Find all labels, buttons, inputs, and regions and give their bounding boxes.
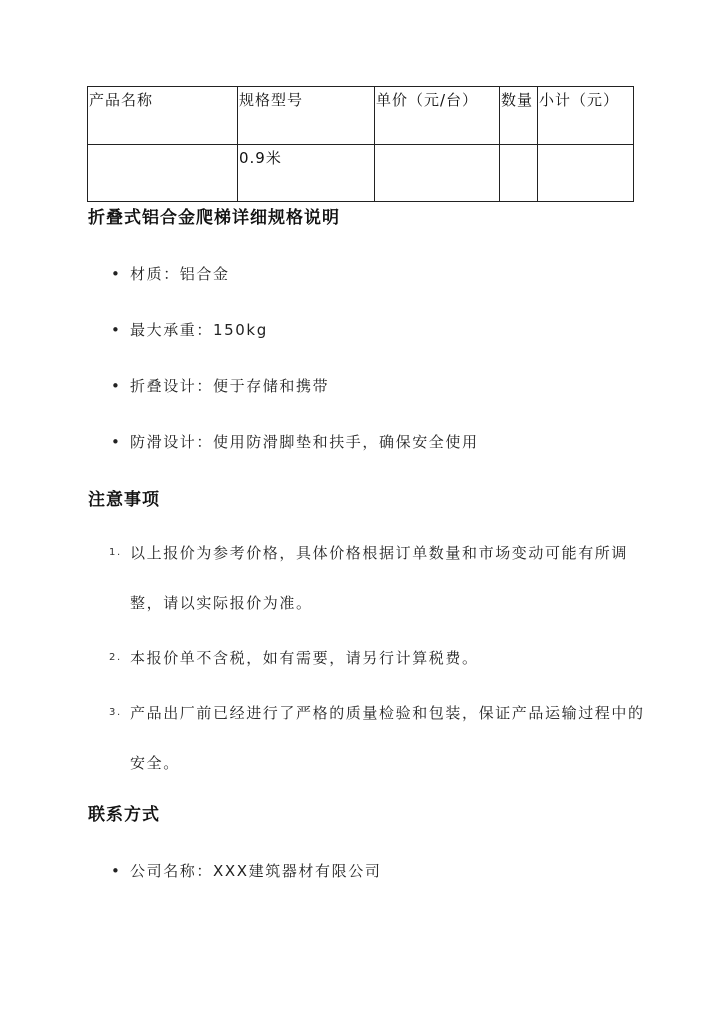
- quote-table: [87, 86, 634, 202]
- notes-section-title: 注意事项: [88, 490, 160, 510]
- note-item-text: 本报价单不含税，如有需要，请另行计算税费。: [130, 649, 479, 667]
- table-header-row: [88, 87, 634, 145]
- cell-spec-model: 0.9米: [238, 145, 375, 202]
- note-item-text: 产品出厂前已经进行了严格的质量检验和包装，保证产品运输过程中的安全。: [130, 704, 645, 772]
- bullet-icon: •: [111, 862, 122, 880]
- spec-section-title: 折叠式铝合金爬梯详细规格说明: [88, 208, 340, 228]
- cell-quantity: [500, 145, 538, 202]
- bullet-icon: •: [111, 321, 122, 339]
- list-item: [0, 376, 650, 432]
- list-item: [0, 861, 650, 917]
- cell-subtotal: [538, 145, 634, 202]
- list-number: 2.: [109, 652, 122, 663]
- header-quantity: 数量: [500, 87, 538, 145]
- note-item-text: 以上报价为参考价格，具体价格根据订单数量和市场变动可能有所调整，请以实际报价为准。: [130, 544, 629, 612]
- contact-list: [0, 861, 650, 917]
- bullet-icon: •: [111, 265, 122, 283]
- cell-product-name: [88, 145, 238, 202]
- bullet-icon: •: [111, 377, 122, 395]
- list-item: [0, 432, 650, 488]
- list-number: 1.: [109, 547, 122, 558]
- spec-item-text: 折叠设计：便于存储和携带: [130, 377, 330, 395]
- table-row: [88, 145, 634, 202]
- list-item: [0, 528, 650, 628]
- header-product-name: 产品名称: [88, 87, 238, 145]
- header-subtotal: 小计（元）: [538, 87, 634, 145]
- bullet-icon: •: [111, 433, 122, 451]
- list-item: [0, 320, 650, 376]
- list-item: [0, 633, 650, 683]
- spec-item-text: 最大承重：150kg: [130, 321, 268, 339]
- list-number: 3.: [109, 707, 122, 718]
- header-spec-model: 规格型号: [238, 87, 375, 145]
- contact-section-title: 联系方式: [88, 805, 160, 825]
- list-item: [0, 264, 650, 320]
- list-item: [0, 688, 650, 788]
- spec-list: [0, 264, 650, 488]
- spec-item-text: 材质：铝合金: [130, 265, 230, 283]
- cell-unit-price: [375, 145, 500, 202]
- header-unit-price: 单价（元/台）: [375, 87, 500, 145]
- contact-item-text: 公司名称：XXX建筑器材有限公司: [130, 862, 382, 880]
- spec-item-text: 防滑设计：使用防滑脚垫和扶手，确保安全使用: [130, 433, 479, 451]
- notes-list: [0, 528, 650, 793]
